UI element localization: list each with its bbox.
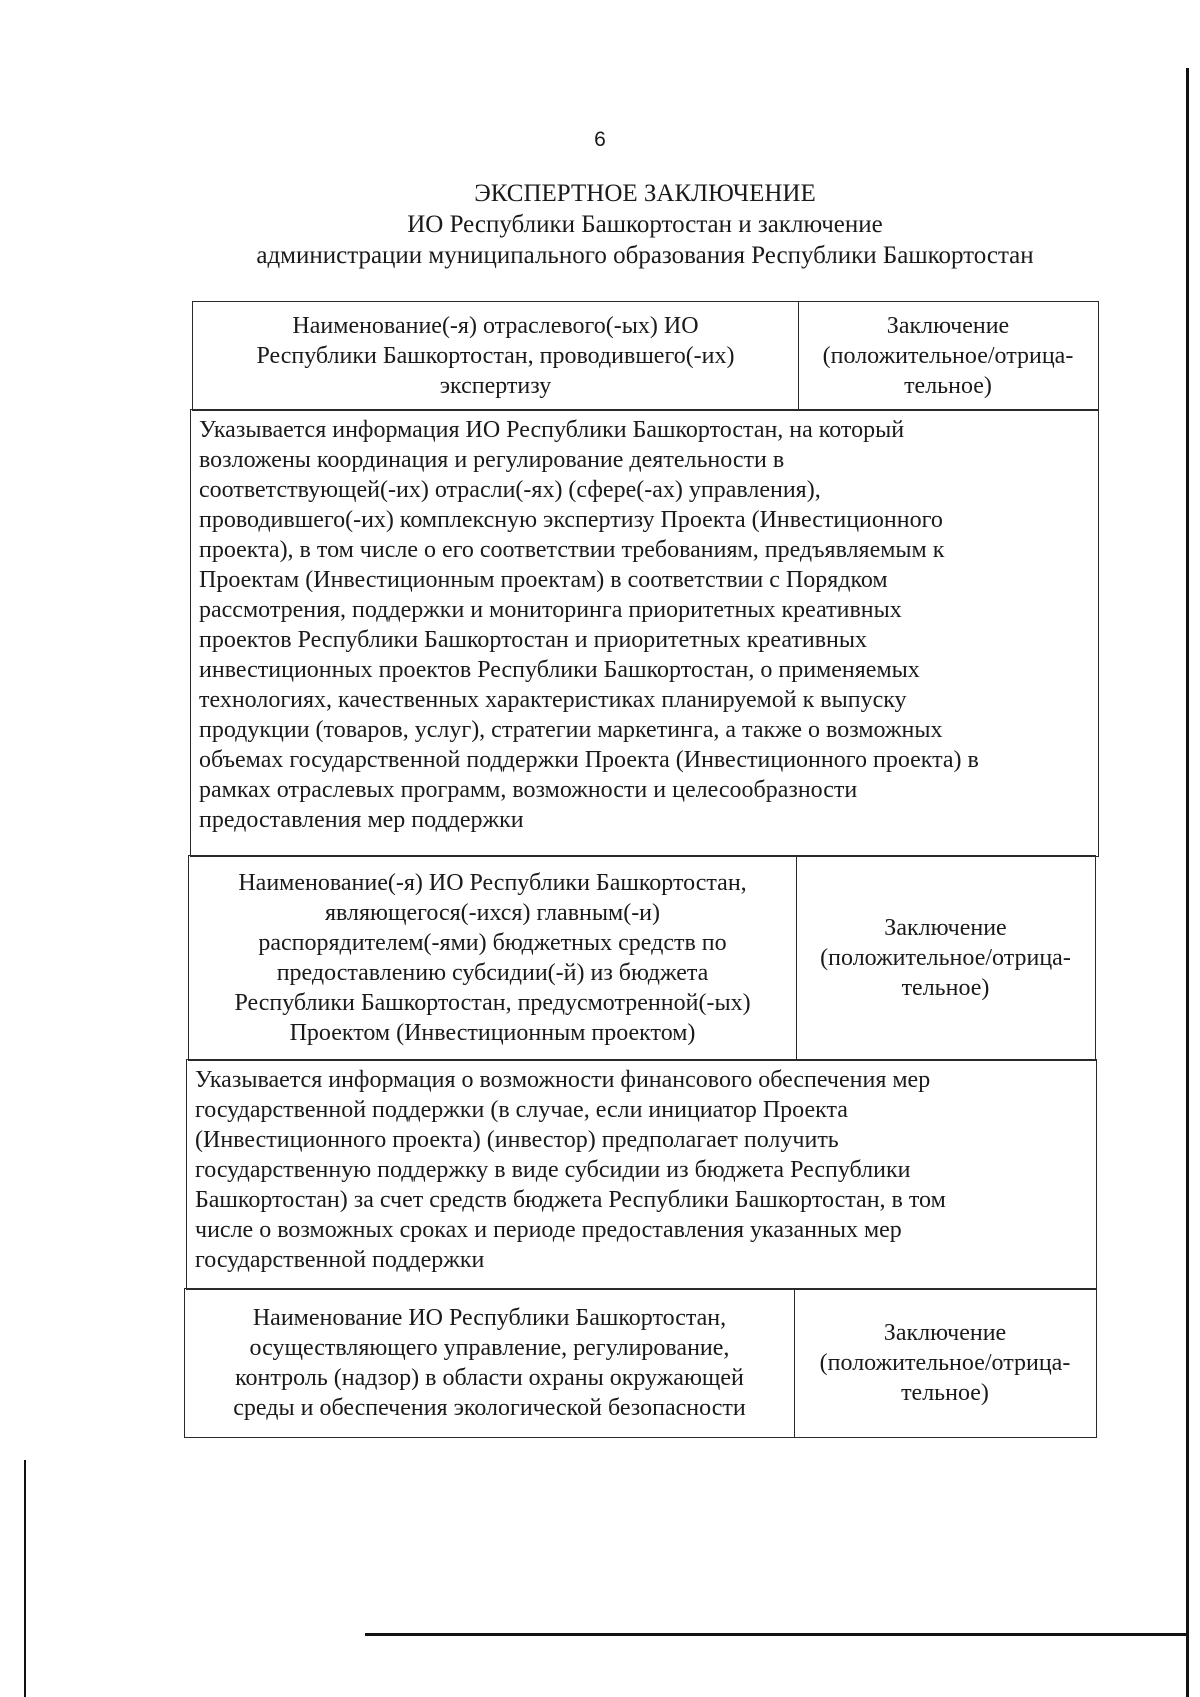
budget-conclusion-cell: Заключение (положительное/отрица- тельное) xyxy=(820,915,1071,1001)
financing-info-text: Указывается информация о возможности финансового обеспечения мер государственной поддержки (в случае, если инициатор Проекта (Инвестиционного проекта) (инвестор) предполагает получить государственную поддержку в виде субсидии из бюджета Республики Башкортостан) за счет средств бюджета Республики Башкортостан, в том числе о возможных сроках и периоде предоставления указанных мер государственной поддержки xyxy=(195,1067,946,1273)
table-row-sector-info xyxy=(190,409,1099,857)
sector-authority-name-cell: Наименование(-я) отраслевого(-ых) ИО Республики Башкортостан, проводившего(-их) экспертизу xyxy=(193,302,799,410)
document-heading xyxy=(190,178,1100,271)
sector-conclusion-cell: Заключение (положительное/отрица- тельное) xyxy=(822,313,1074,399)
table-row-ecology-authority xyxy=(184,1288,1097,1438)
page-number: 6 xyxy=(594,128,606,151)
scan-edge-left xyxy=(24,1460,26,1697)
heading-title: ЭКСПЕРТНОЕ ЗАКЛЮЧЕНИЕ xyxy=(474,180,816,207)
table-row-sector-expertise xyxy=(192,301,1099,411)
budget-manager-name-cell: Наименование(-я) ИО Республики Башкортостан, являющегося(-ихся) главным(-и) распорядителем(-ями) бюджетных средств по предоставлению субсидии(-й) из бюджета Республики Башкортостан, предусмотренной(-ых) Проектом (Инвестиционным проектом) xyxy=(189,856,797,1060)
table-row-budget-manager xyxy=(188,855,1096,1061)
heading-subtitle-1: ИО Республики Башкортостан и заключение xyxy=(407,211,883,238)
ecology-conclusion-cell: Заключение (положительное/отрица- тельное) xyxy=(819,1320,1071,1406)
ecology-authority-name-cell: Наименование ИО Республики Башкортостан, осуществляющего управление, регулирование, контроль (надзор) в области охраны окружающей среды и обеспечения экологической безопасности xyxy=(185,1289,795,1437)
sector-info-text: Указывается информация ИО Республики Башкортостан, на который возложены координация и регулирование деятельности в соответствующей(-их) отрасли(-ях) (сфере(-ах) управления), проводившего(-их) комплексную экспертизу Проекта (Инвестиционного проекта), в том числе о его соответствии требованиям, предъявляемым к Проектам (Инвестиционным проектам) в соответствии с Порядком рассмотрения, поддержки и мониторинга приоритетных креативных проектов Республики Башкортостан и приоритетных креативных инвестиционных проектов Республики Башкортостан, о применяемых технологиях, качественных характеристиках планируемой к выпуску продукции (товаров, услуг), стратегии маркетинга, а также о возможных объемах государственной поддержки Проекта (Инвестиционного проекта) в рамках отраслевых программ, возможности и целесообразности предоставления мер поддержки xyxy=(199,417,979,833)
heading-subtitle-2: администрации муниципального образования Республики Башкортостан xyxy=(256,242,1034,269)
table-row-financing-info xyxy=(186,1059,1097,1290)
scan-edge-right xyxy=(1186,68,1189,1697)
scan-edge-bottom xyxy=(365,1633,1187,1636)
